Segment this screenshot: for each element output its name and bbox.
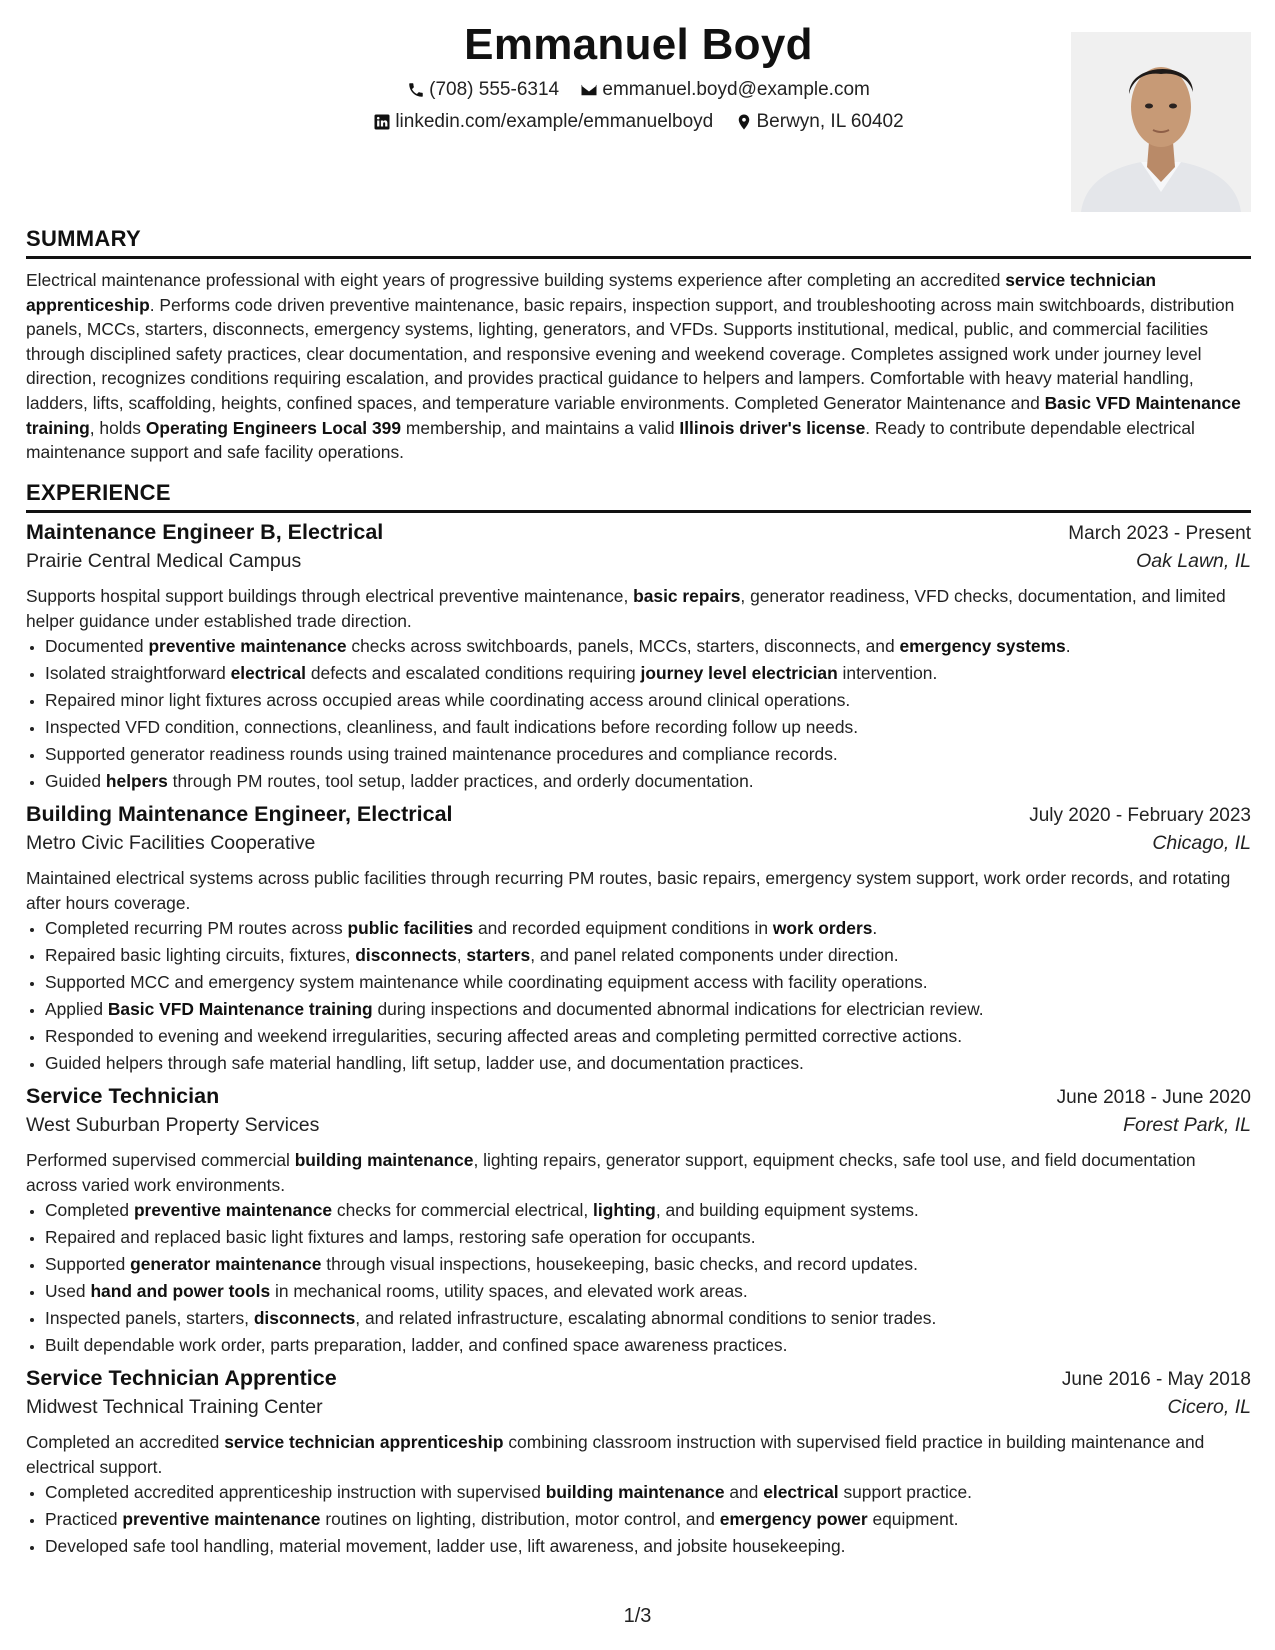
summary-heading: SUMMARY (26, 226, 1251, 259)
emphasis-text: Basic VFD Maintenance training (107, 999, 373, 1019)
page-indicator: 1/3 (623, 1605, 652, 1627)
job-location: Oak Lawn, IL (1136, 550, 1251, 572)
contact-row-secondary (26, 111, 1251, 137)
emphasis-text: preventive maintenance (122, 1509, 321, 1529)
bullet-item: • Completed preventive maintenance checks for commercial electrical, lighting, and building equipment systems. (45, 1197, 1251, 1224)
emphasis-text: helpers (105, 771, 168, 791)
emphasis-text: disconnects (253, 1308, 356, 1328)
emphasis-text: journey level electrician (640, 663, 838, 683)
job-description: Completed an accredited service technician apprenticeship combining classroom instruction with supervised field practice in building maintenance and electrical support. (26, 1432, 1205, 1477)
job-title: Building Maintenance Engineer, Electrical (26, 802, 453, 826)
job-entry (26, 520, 1251, 795)
job-description: Supports hospital support buildings through electrical preventive maintenance, basic repairs, generator readiness, VFD checks, documentation, and limited helper guidance under established trade direction. (26, 586, 1226, 631)
job-dates: June 2016 - May 2018 (1061, 1369, 1251, 1390)
job-title: Service Technician (26, 1084, 220, 1108)
emphasis-text: Illinois driver's license (679, 417, 866, 438)
bullet-item: • Repaired basic lighting circuits, fixtures, disconnects, starters, and panel related components under direction. (45, 942, 1251, 969)
emphasis-text: Operating Engineers Local 399 (145, 417, 401, 438)
linkedin-text: linkedin.com/example/emmanuelboyd (395, 111, 714, 132)
bullet-item: • Repaired and replaced basic light fixtures and lamps, restoring safe operation for occupants. (45, 1224, 1251, 1251)
bullet-item: • Documented preventive maintenance checks across switchboards, panels, MCCs, starters, disconnects, and emergency systems. (45, 633, 1251, 660)
emphasis-text: work orders (772, 918, 873, 938)
email-text: emmanuel.boyd@example.com (602, 79, 870, 100)
contact-location (735, 111, 904, 133)
bullet-item: • Supported generator readiness rounds using trained maintenance procedures and compliance records. (45, 741, 1251, 768)
job-entry (26, 802, 1251, 1077)
bullet-item: • Inspected panels, starters, disconnects, and related infrastructure, escalating abnormal conditions to senior trades. (45, 1305, 1251, 1332)
bullet-item: • Repaired minor light fixtures across occupied areas while coordinating access around clinical operations. (45, 687, 1251, 714)
emphasis-text: preventive maintenance (133, 1200, 333, 1220)
bullet-item: • Isolated straightforward electrical defects and escalated conditions requiring journey level electrician intervention. (45, 660, 1251, 687)
job-title: Maintenance Engineer B, Electrical (26, 520, 384, 544)
bullet-item: • Supported MCC and emergency system maintenance while coordinating equipment access with facility operations. (45, 969, 1251, 996)
job-location: Forest Park, IL (1123, 1114, 1251, 1136)
bullet-item: • Supported generator maintenance through visual inspections, housekeeping, basic checks, and record updates. (45, 1251, 1251, 1278)
emphasis-text: emergency power (719, 1509, 868, 1529)
summary-paragraph: Electrical maintenance professional with eight years of progressive building systems experience after completing an accredited service technician apprenticeship. Performs code driven preventive maintenance, basic repairs, inspection support, and troubleshooting across main switchboards, distribution panels, MCCs, starters, disconnects, emergency systems, lighting, generators, and VFDs. Supports institutional, medical, public, and commercial facilities through disciplined safety practices, clear documentation, and responsive evening and weekend coverage. Completes assigned work under journey level direction, recognizes conditions requiring escalation, and provides practical guidance to helpers and lampers. Comfortable with heavy material handling, ladders, lifts, scaffolding, heights, confined spaces, and temperature variable environments. Completed Generator Maintenance and Basic VFD Maintenance training, holds Operating Engineers Local 399 membership, and maintains a valid Illinois driver's license. Ready to contribute dependable electrical maintenance support and safe facility operations. (26, 270, 1241, 463)
emphasis-text: disconnects (355, 945, 457, 965)
emphasis-text: Basic VFD Maintenance training (26, 392, 1241, 438)
resume-header (26, 0, 1251, 225)
bullet-item: • Guided helpers through PM routes, tool setup, ladder practices, and orderly documentation. (45, 768, 1251, 795)
emphasis-text: starters (466, 945, 531, 965)
job-bullets (26, 633, 1251, 795)
job-company: Prairie Central Medical Campus (26, 550, 302, 572)
emphasis-text: generator maintenance (130, 1254, 322, 1274)
job-company: Midwest Technical Training Center (26, 1396, 323, 1418)
bullet-item: • Inspected VFD condition, connections, cleanliness, and fault indications before recording follow up needs. (45, 714, 1251, 741)
job-bullets (26, 1479, 1251, 1560)
experience-heading: EXPERIENCE (26, 480, 1251, 513)
emphasis-text: preventive maintenance (148, 636, 347, 656)
bullet-item: • Developed safe tool handling, material movement, ladder use, lift awareness, and jobsite housekeeping. (45, 1533, 1251, 1560)
emphasis-text: hand and power tools (90, 1281, 271, 1301)
job-bullets (26, 1197, 1251, 1359)
emphasis-text: electrical (230, 663, 307, 683)
job-dates: March 2023 - Present (1068, 523, 1251, 544)
contact-row-primary (26, 79, 1251, 105)
bullet-item: • Built dependable work order, parts preparation, ladder, and confined space awareness practices. (45, 1332, 1251, 1359)
job-entry (26, 1084, 1251, 1359)
emphasis-text: public facilities (347, 918, 474, 938)
phone-icon (407, 81, 425, 99)
emphasis-text: lighting (593, 1200, 656, 1220)
contact-linkedin[interactable] (373, 111, 713, 133)
experience-section (26, 480, 1251, 1560)
contact-phone[interactable] (407, 79, 559, 101)
location-text: Berwyn, IL 60402 (756, 111, 904, 132)
contact-email[interactable] (580, 79, 869, 101)
phone-text: (708) 555-6314 (429, 79, 560, 100)
bullet-item: • Practiced preventive maintenance routines on lighting, distribution, motor control, and emergency power equipment. (45, 1506, 1251, 1533)
resume-page (26, 0, 1251, 1650)
linkedin-icon (373, 113, 391, 131)
emphasis-text: service technician apprenticeship (224, 1432, 504, 1452)
job-bullets (26, 915, 1251, 1077)
emphasis-text: building maintenance (545, 1482, 725, 1502)
candidate-name: Emmanuel Boyd (464, 20, 813, 69)
job-description: Maintained electrical systems across public facilities through recurring PM routes, basic repairs, emergency system support, work order records, and rotating after hours coverage. (26, 868, 1231, 913)
bullet-item: • Applied Basic VFD Maintenance training during inspections and documented abnormal indications for electrician review. (45, 996, 1251, 1023)
emphasis-text: basic repairs (633, 586, 741, 606)
map-pin-icon (735, 113, 753, 131)
emphasis-text: service technician apprenticeship (26, 270, 1157, 315)
job-location: Cicero, IL (1167, 1396, 1251, 1418)
emphasis-text: building maintenance (294, 1150, 474, 1170)
bullet-item: • Completed recurring PM routes across public facilities and recorded equipment conditions in work orders. (45, 915, 1251, 942)
job-entry (26, 1366, 1251, 1560)
emphasis-text: emergency systems (899, 636, 1066, 656)
job-description: Performed supervised commercial building maintenance, lighting repairs, generator support, equipment checks, safe tool use, and field documentation across varied work environments. (26, 1150, 1196, 1195)
bullet-item: • Completed accredited apprenticeship instruction with supervised building maintenance and electrical support practice. (45, 1479, 1251, 1506)
summary-section (26, 226, 1251, 465)
job-dates: July 2020 - February 2023 (1029, 805, 1251, 826)
bullet-item: • Responded to evening and weekend irregularities, securing affected areas and completing permitted corrective actions. (45, 1023, 1251, 1050)
job-location: Chicago, IL (1152, 832, 1251, 854)
profile-photo (1071, 32, 1251, 212)
job-dates: June 2018 - June 2020 (1056, 1087, 1251, 1108)
bullet-item: • Used hand and power tools in mechanical rooms, utility spaces, and elevated work areas. (45, 1278, 1251, 1305)
job-company: West Suburban Property Services (26, 1114, 320, 1136)
job-company: Metro Civic Facilities Cooperative (26, 832, 316, 854)
envelope-icon (580, 81, 598, 99)
bullet-item: • Guided helpers through safe material handling, lift setup, ladder use, and documentation practices. (45, 1050, 1251, 1077)
job-title: Service Technician Apprentice (26, 1366, 337, 1390)
emphasis-text: electrical (763, 1482, 839, 1502)
